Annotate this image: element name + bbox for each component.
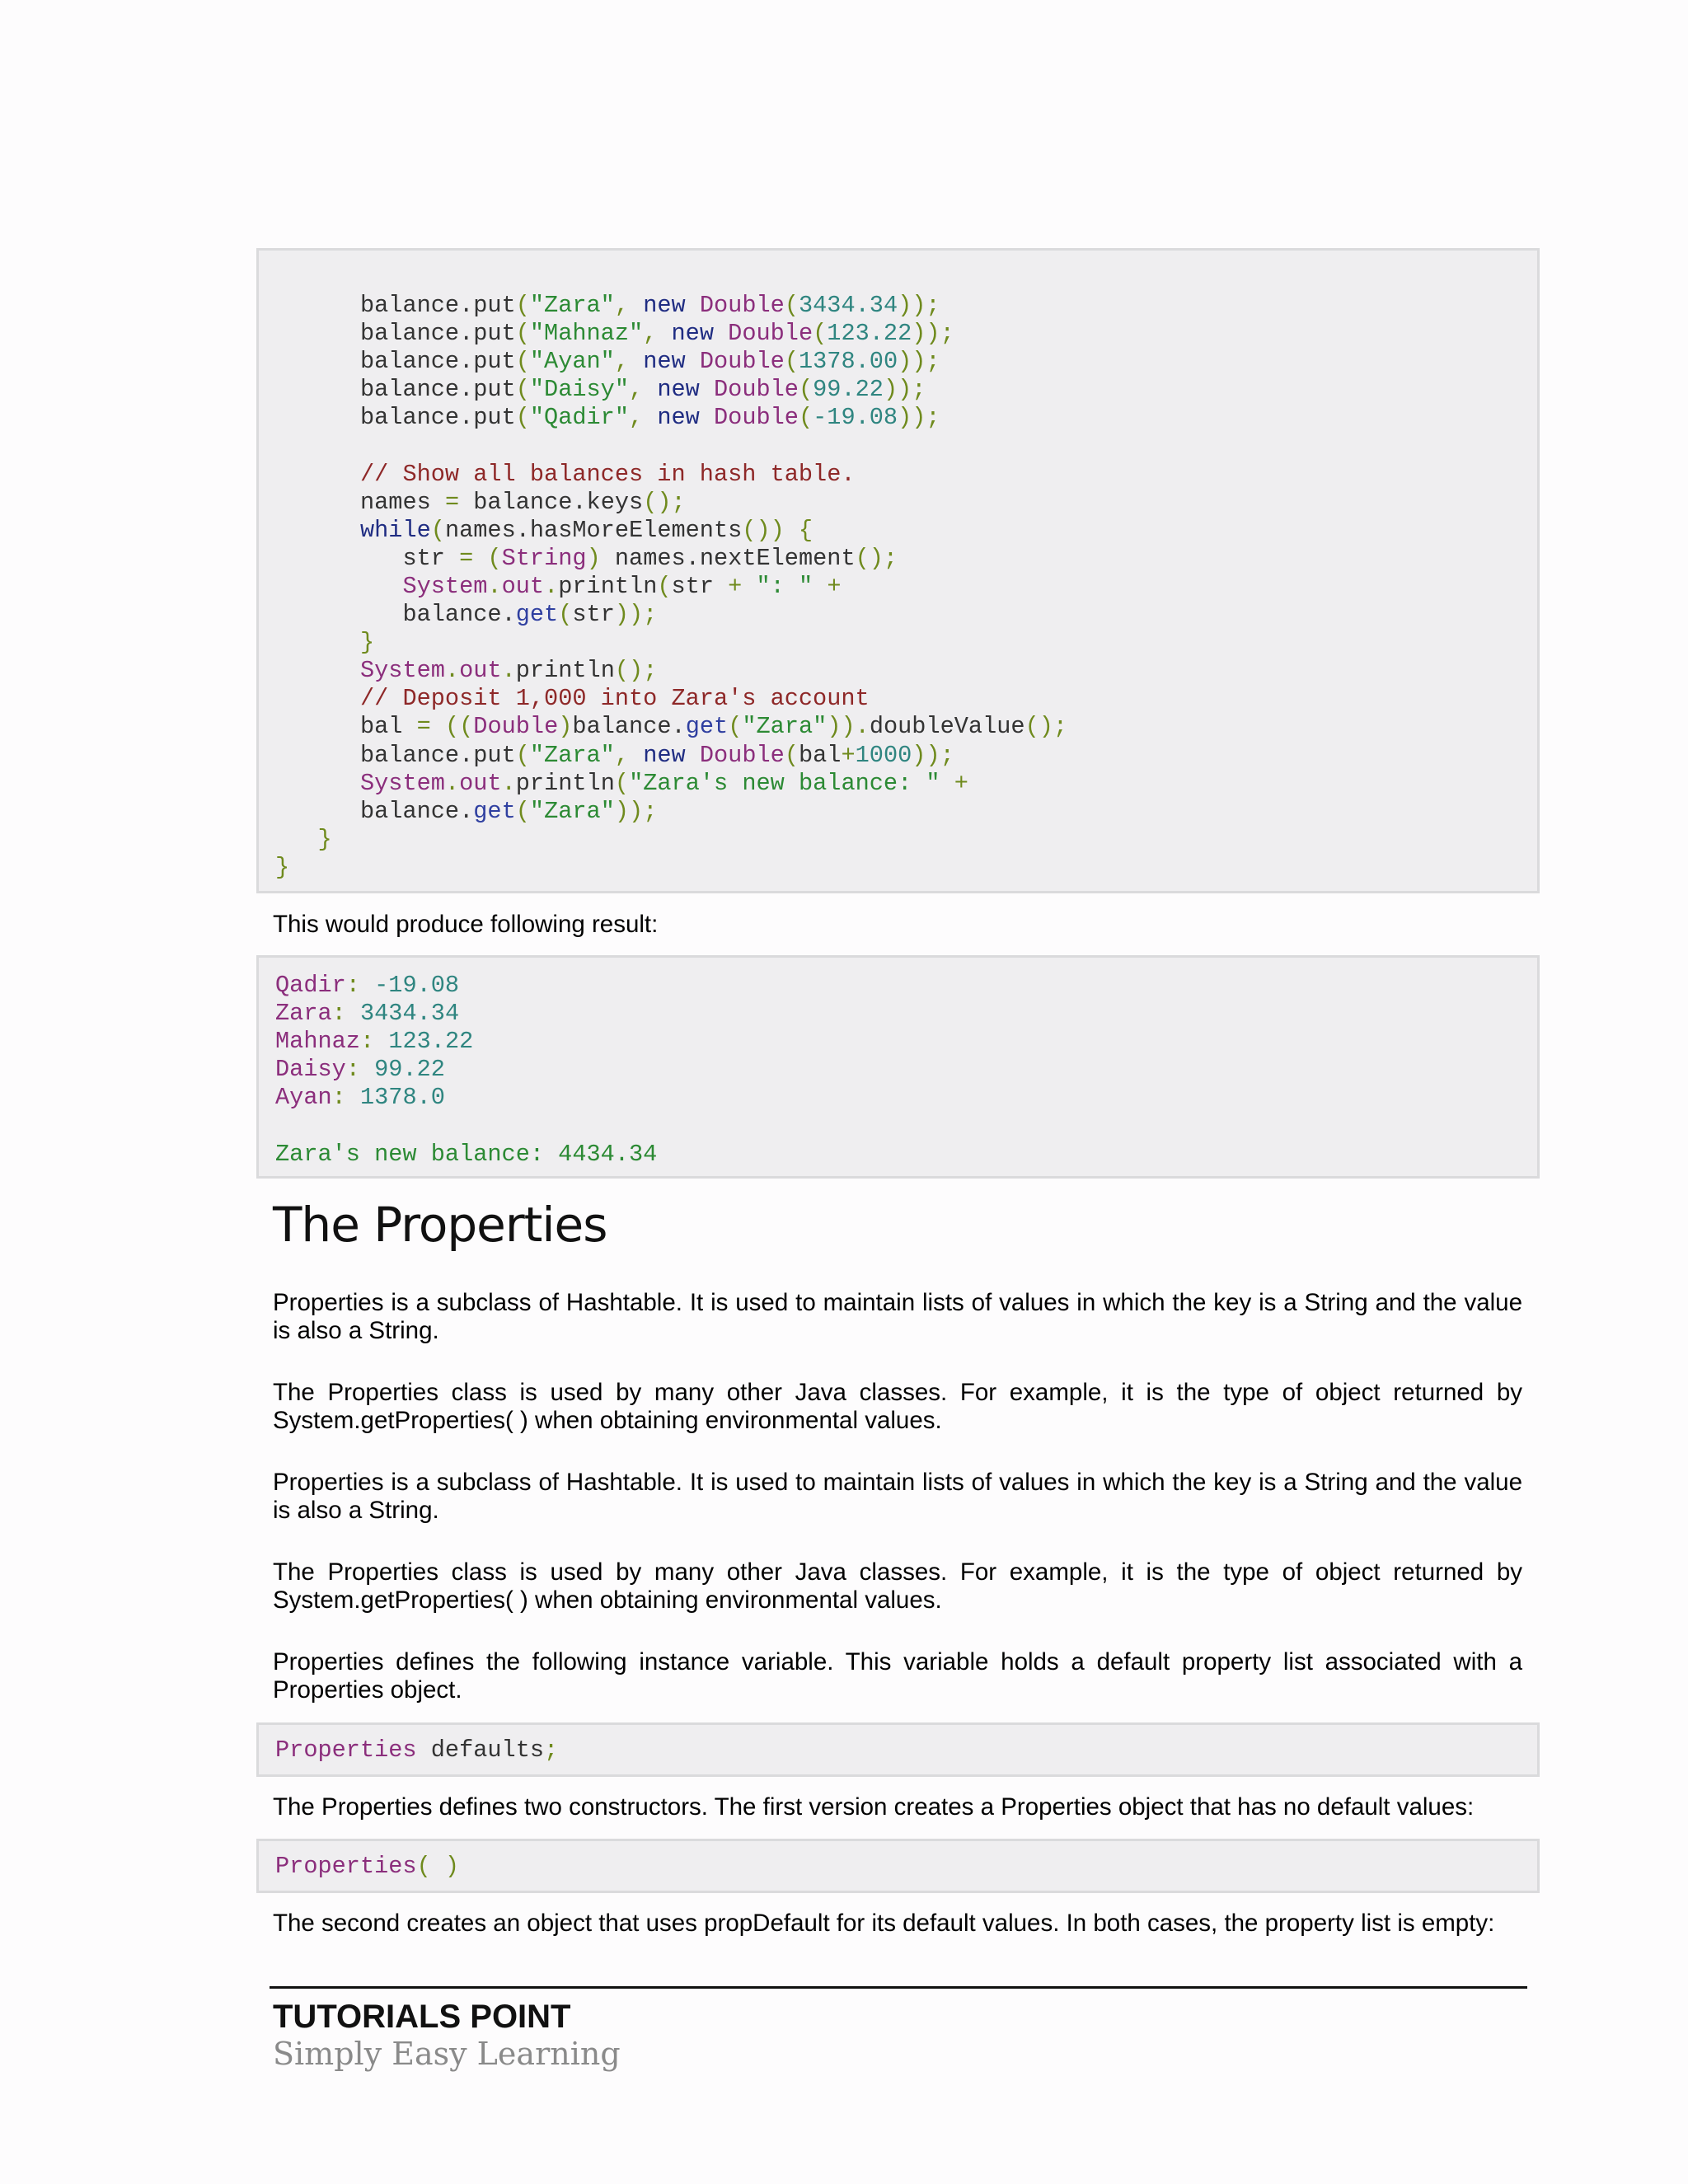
code-token: // Show all balances in hash table. [359,460,856,488]
code-token: "Mahnaz" [529,320,644,348]
code-token: )). [827,713,870,741]
code-line [275,713,1537,741]
code-token: ( ) [416,1853,460,1880]
code-token [360,1056,374,1083]
code-token: ; [544,1736,559,1764]
code-token: . [501,769,516,797]
code-token: (( [444,713,474,741]
code-line [275,826,1537,854]
code-token: , [629,404,658,432]
code-line [275,348,1537,376]
code-token: Zara [275,1000,332,1028]
code-token: balance. [402,601,516,629]
code-token: Double [714,376,799,404]
code-token: ( [558,601,573,629]
paragraph-2: The Properties class is used by many other Java classes. For example, it is the type of object returned by System.getProperties( ) when obtaining environmental values. [273,1379,1522,1434]
code-token [346,1000,360,1027]
code-token: Double [699,741,785,769]
code-token: String [501,544,587,572]
code-token: = [444,488,460,516]
code-token: Double [714,404,799,432]
code-token: ( [784,348,799,376]
code-token: new [643,741,686,769]
code-token: ( [798,376,814,404]
code-line [275,798,1537,826]
code-line [275,320,1537,348]
code-line [275,742,1537,770]
code-token: names.nextElement [600,544,856,572]
footer-divider [270,1986,1527,1989]
code-token: )); [912,320,954,348]
code-token: // Deposit 1,000 into Zara's account [359,685,870,713]
code-token: "Zara" [529,292,615,319]
code-token: str [572,601,615,629]
code-token: Mahnaz [275,1028,360,1056]
code-line [275,517,1537,545]
code-block-hashtable [256,248,1540,893]
output-block [256,955,1540,1179]
code-token: balance.keys [459,488,644,516]
code-token: ) [558,713,573,741]
code-token: ( [487,544,502,572]
code-line [275,854,1537,882]
code-token: new [643,348,686,376]
code-token: (); [855,544,898,572]
code-token: )); [898,404,940,432]
code-token [686,348,700,375]
code-line [275,432,1537,460]
code-token [686,742,700,769]
code-token: str [671,572,729,600]
code-token: + [841,741,856,769]
code-token: ": " [756,572,814,600]
code-line [275,1141,1537,1169]
code-token: balance.put [359,376,516,404]
code-line [275,461,1537,489]
constructors-text: The Properties defines two constructors. The first version creates a Properties object that has no default values: [273,1793,1475,1821]
code-token: Double [473,713,559,741]
code-token: ( [515,320,530,348]
code-token: : [345,1056,360,1084]
code-token: 123.22 [388,1028,474,1056]
code-token: "Zara" [742,713,828,741]
code-token: , [614,741,644,769]
code-token: bal [359,713,417,741]
section-heading: The Properties [273,1197,607,1253]
code-token: Properties [275,1853,417,1880]
code-token: ( [515,404,530,432]
paragraph-5: Properties defines the following instance variable. This variable holds a default property list associated with a Properties object. [273,1648,1522,1704]
code-token: ( [813,320,828,348]
code-token: "Qadir" [529,404,630,432]
code-token: 1378.00 [798,348,898,376]
code-token: . [487,572,502,600]
paragraph-3: Properties is a subclass of Hashtable. It is used to maintain lists of values in which the key is a String and the value is also a String. [273,1469,1522,1524]
code-token [431,713,445,740]
code-token: ()) { [742,516,814,544]
code-token: , [643,320,672,348]
code-token: out [459,657,502,685]
code-token: , [614,292,644,319]
code-token: : [345,972,360,999]
code-token: System [359,657,445,685]
code-token: (); [1025,713,1068,741]
code-token: = [459,544,474,572]
code-line [275,1112,1537,1140]
code-token: balance.put [359,404,516,432]
code-token: = [416,713,431,741]
code-token [714,320,728,347]
code-line [275,657,1537,685]
code-token: ( [515,376,530,404]
code-token: ( [515,348,530,376]
code-token: } [317,825,332,853]
code-token: "Zara" [529,741,615,769]
defaults-code-block [256,1722,1540,1777]
code-token: 1378.0 [359,1084,445,1112]
code-line [275,685,1537,713]
code-token: System [359,769,445,797]
code-token: ) [586,544,601,572]
constructor-code-block [256,1839,1540,1893]
code-token: 1000 [855,741,912,769]
code-token: "Ayan" [529,348,615,376]
code-line [275,972,1537,1000]
code-token: ( [657,572,672,600]
code-token: balance.put [359,741,516,769]
code-token: )); [614,601,658,629]
code-line [275,573,1537,601]
paragraph-4: The Properties class is used by many other Java classes. For example, it is the type of object returned by System.getProperties( ) when obtaining environmental values. [273,1558,1522,1614]
code-token: get [515,601,559,629]
code-line [275,1853,1537,1881]
code-token: Double [699,348,785,376]
code-token: ( [798,404,814,432]
code-token: names [359,488,445,516]
code-token: : [331,1084,346,1112]
code-token [700,404,714,431]
code-token: out [501,572,545,600]
code-line [275,376,1537,404]
code-token: Ayan [275,1084,332,1112]
code-token [360,972,374,999]
code-token: -19.08 [374,972,460,999]
code-token: + [728,572,743,600]
code-token: } [275,853,290,881]
code-token [473,545,487,572]
second-constructor-text: The second creates an object that uses propDefault for its default values. In both cases, the property list is empty: [273,1910,1495,1937]
code-token: ( [430,516,445,544]
code-token: Double [699,292,785,319]
code-token: ( [728,713,743,741]
code-token: new [657,376,700,404]
code-token: ( [614,769,630,797]
code-token: balance.put [359,320,516,348]
code-token [374,1028,388,1055]
code-token: ( [515,797,530,825]
code-line [275,545,1537,573]
code-line [275,489,1537,517]
code-token: ( [515,292,530,319]
code-token: , [614,348,644,376]
code-token: "Zara" [529,797,615,825]
code-token: balance. [359,797,474,825]
code-token: println [515,769,615,797]
code-token: get [473,797,516,825]
code-token [742,573,756,600]
code-token: doubleValue [869,713,1025,741]
code-token [813,573,827,600]
code-token: Daisy [275,1056,346,1084]
code-token: )); [898,292,940,319]
code-token: ( [784,741,799,769]
code-token: balance.put [359,292,516,319]
code-token: println [515,657,615,685]
code-token: new [643,292,686,319]
code-token: + [954,769,968,797]
code-token: )); [883,376,926,404]
code-line [275,1056,1537,1084]
paragraph-1: Properties is a subclass of Hashtable. It is used to maintain lists of values in which the key is a String and the value is also a String. [273,1289,1522,1344]
footer-brand: TUTORIALS POINT [273,1999,571,2035]
code-token: "Zara's new balance: " [629,769,940,797]
code-token: . [544,572,559,600]
code-token [346,1084,360,1111]
code-token: Double [728,320,814,348]
code-token: defaults [416,1736,545,1764]
code-token: new [671,320,714,348]
code-token: + [827,572,842,600]
code-line [275,1084,1537,1112]
code-token: . [444,769,460,797]
code-token: 3434.34 [359,1000,460,1028]
code-token: . [444,657,460,685]
code-token: : [331,1000,346,1028]
code-token [940,770,954,797]
code-token: 3434.34 [798,292,898,319]
code-token: : [359,1028,375,1056]
code-line [275,1028,1537,1056]
code-token: ( [784,292,799,319]
code-token: 99.22 [813,376,884,404]
code-token: Properties [275,1736,417,1764]
code-token: names.hasMoreElements [444,516,743,544]
footer-tagline: Simply Easy Learning [273,2036,621,2072]
code-line [275,629,1537,657]
code-token: )); [614,797,658,825]
code-token: out [459,769,502,797]
code-token: ( [515,741,530,769]
code-line [275,1000,1537,1028]
code-token: balance. [572,713,686,741]
code-line [275,601,1537,629]
code-token: 99.22 [374,1056,445,1084]
code-token: } [359,629,375,657]
code-token: str [402,544,460,572]
code-token: )); [912,741,954,769]
code-token: (); [643,488,686,516]
code-token: . [501,657,516,685]
code-token: get [685,713,729,741]
code-line [275,1736,1537,1765]
code-token [686,292,700,319]
code-token: System [402,572,488,600]
code-token: while [359,516,431,544]
code-token: Zara's new balance: 4434.34 [275,1140,658,1168]
code-token: balance.put [359,348,516,376]
code-token: (); [614,657,658,685]
code-token: bal [798,741,842,769]
result-intro-text: This would produce following result: [273,911,659,938]
code-token: 123.22 [827,320,912,348]
code-token: new [657,404,700,432]
code-token: "Daisy" [529,376,630,404]
code-line [275,292,1537,320]
code-token: -19.08 [813,404,898,432]
code-line [275,770,1537,798]
code-token: Qadir [275,972,346,999]
code-token: , [629,376,658,404]
code-line [275,404,1537,432]
code-token: )); [898,348,940,376]
code-token: println [558,572,658,600]
code-token [700,376,714,403]
